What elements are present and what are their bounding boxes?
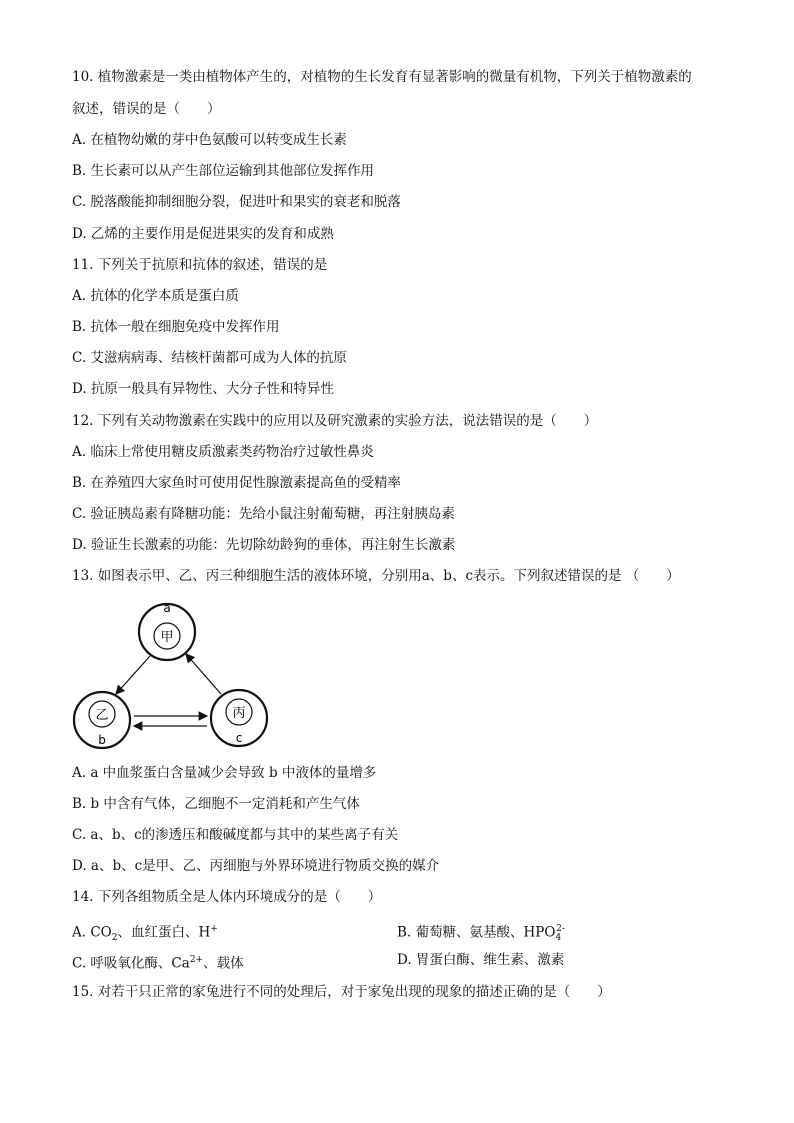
q10-option-d: D. 乙烯的主要作用是促进果实的发育和成熟 [72, 226, 334, 242]
q11-option-a: A. 抗体的化学本质是蛋白质 [72, 288, 239, 304]
q13-diagram [68, 598, 288, 758]
q13-option-c: C. a、b、c的渗透压和酸碱度都与其中的某些离子有关 [72, 827, 399, 843]
q13-stem: 13. 如图表示甲、乙、丙三种细胞生活的液体环境，分别用a、b、c表示。下列叙述错误的是 （ ） [72, 568, 680, 584]
cell-label-bing: 丙 [232, 706, 246, 721]
q10-stem-line2: 叙述，错误的是（ ） [72, 101, 221, 117]
q11-option-c: C. 艾滋病病毒、结核杆菌都可成为人体的抗原 [72, 350, 347, 366]
q10-option-b: B. 生长素可以从产生部位运输到其他部位发挥作用 [72, 163, 375, 179]
q14-option-a-prefix: A. CO [72, 924, 112, 941]
q12-stem: 12. 下列有关动物激素在实践中的应用以及研究激素的实验方法，说法错误的是（ ） [72, 413, 598, 429]
q10-option-c: C. 脱落酸能抑制细胞分裂，促进叶和果实的衰老和脱落 [72, 194, 401, 210]
cell-group-jia [139, 601, 195, 660]
q14-option-c [72, 951, 244, 973]
q15-stem: 15. 对若干只正常的家兔进行不同的处理后，对于家兔出现的现象的描述正确的是（ ） [72, 984, 611, 1000]
q14-option-b [397, 920, 565, 947]
q12-option-d: D. 验证生长激素的功能：先切除幼龄狗的垂体，再注射生长激素 [72, 537, 456, 553]
q10-option-a: A. 在植物幼嫩的芽中色氨酸可以转变成生长素 [72, 132, 347, 148]
q14-option-c-prefix: C. 呼吸氧化酶、Ca [72, 955, 190, 972]
q14-option-d: D. 胃蛋白酶、维生素、激素 [397, 952, 565, 968]
fluid-label-a: a [163, 601, 171, 615]
q11-stem: 11. 下列关于抗原和抗体的叙述，错误的是 [72, 257, 328, 273]
arrow-a-to-b [116, 656, 150, 694]
q14-option-b-sub: 4 [555, 933, 562, 944]
q14-option-a [72, 920, 218, 947]
q12-option-c: C. 验证胰岛素有降糖功能：先给小鼠注射葡萄糖，再注射胰岛素 [72, 506, 455, 522]
q14-option-a-mid: 、血红蛋白、H [117, 924, 211, 941]
q14-option-b-sup: 2- [556, 924, 565, 934]
q13-option-b: B. b 中含有气体，乙细胞不一定消耗和产生气体 [72, 796, 360, 812]
q14-stem: 14. 下列各组物质全是人体内环境成分的是（ ） [72, 889, 382, 905]
cell-label-jia: 甲 [160, 630, 174, 645]
q14-option-c-sup: 2+ [189, 955, 204, 965]
q12-option-b: B. 在养殖四大家鱼时可使用促性腺激素提高鱼的受精率 [72, 475, 402, 491]
q12-option-a: A. 临床上常使用糖皮质激素类药物治疗过敏性鼻炎 [72, 444, 374, 460]
q14-option-b-prefix: B. 葡萄糖、氨基酸、HPO [397, 924, 556, 941]
q13-option-a: A. a 中血浆蛋白含量减少会导致 b 中液体的量增多 [72, 765, 377, 781]
q10-stem-line1: 10. 植物激素是一类由植物体产生的，对植物的生长发育有显著影响的微量有机物，下列关于植物激素的 [72, 69, 692, 85]
fluid-label-b: b [98, 733, 106, 747]
cell-label-yi: 乙 [95, 708, 109, 723]
arrow-c-to-a [186, 654, 221, 694]
cell-group-yi [74, 692, 130, 748]
cell-group-bing [211, 690, 267, 746]
q14-option-a-sub: 2 [111, 933, 118, 944]
q13-option-d: D. a、b、c是甲、乙、丙细胞与外界环境进行物质交换的媒介 [72, 858, 440, 874]
q14-option-a-sup: + [210, 924, 218, 934]
fluid-label-c: c [235, 731, 243, 745]
q14-option-c-suffix: 、载体 [203, 955, 244, 972]
q11-option-b: B. 抗体一般在细胞免疫中发挥作用 [72, 319, 280, 335]
q11-option-d: D. 抗原一般具有异物性、大分子性和特异性 [72, 381, 334, 397]
